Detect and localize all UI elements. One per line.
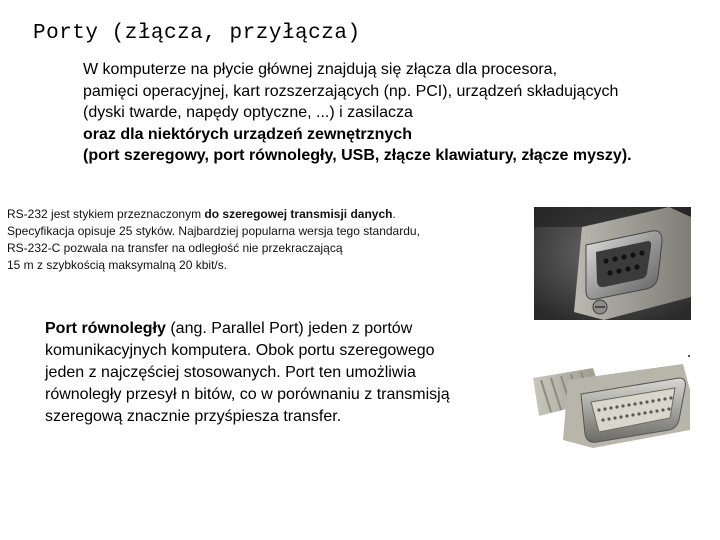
slide-title: Porty (złącza, przyłącza) [33, 22, 361, 45]
rs232-line: 15 m z szybkością maksymalną 20 kbit/s. [7, 258, 228, 272]
rs232-line: RS-232-C pozwala na transfer na odległość nie przekraczającą [7, 241, 343, 255]
rs232-bold-phrase: do szeregowej transmisji danych [204, 207, 393, 221]
rs232-line: RS-232 jest stykiem przeznaczonym do szeregowej transmisji danych. [7, 207, 396, 221]
decorative-dot [688, 355, 690, 357]
parallel-line: komunikacyjnych komputera. Obok portu szeregowego [45, 342, 435, 359]
intro-line: (dyski twarde, napędy optyczne, ...) i zasilacza [83, 104, 413, 121]
rs232-paragraph [7, 206, 507, 274]
intro-line: W komputerze na płycie głównej znajdują się złącza dla procesora, [83, 61, 558, 78]
serial-connector-photo [534, 207, 691, 320]
intro-line-bold: (port szeregowy, port równoległy, USB, złącze klawiatury, złącze myszy). [83, 147, 632, 164]
intro-paragraph [83, 59, 713, 167]
intro-line: pamięci operacyjnej, kart rozszerzających (np. PCI), urządzeń składujących [83, 82, 619, 100]
parallel-line: równoległy przesył n bitów, co w porównaniu z transmisją [45, 386, 450, 403]
parallel-line: jeden z najczęściej stosowanych. Port ten umożliwia [45, 364, 416, 381]
parallel-line: szeregową znacznie przyśpiesza transfer. [45, 408, 342, 425]
parallel-connector-photo [533, 360, 690, 448]
parallel-line: Port równoległy (ang. Parallel Port) jeden z portów [45, 320, 413, 337]
rs232-line: Specyfikacja opisuje 25 styków. Najbardziej popularna wersja tego standardu, [7, 224, 420, 238]
parallel-bold-phrase: Port równoległy [45, 320, 166, 337]
intro-line-bold: oraz dla niektórych urządzeń zewnętrznych [83, 125, 412, 143]
parallel-port-paragraph [45, 318, 515, 428]
